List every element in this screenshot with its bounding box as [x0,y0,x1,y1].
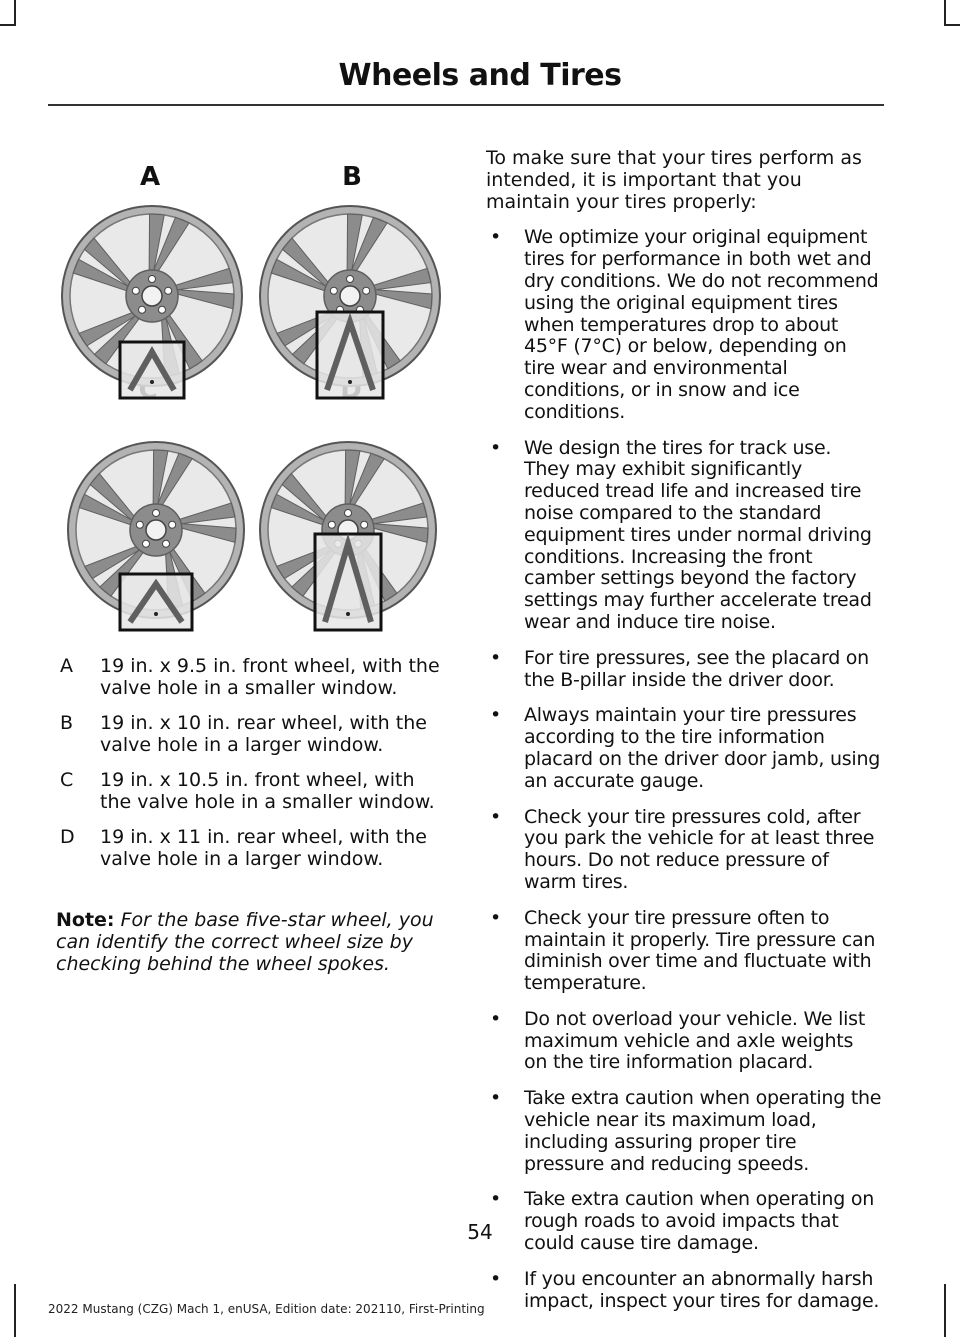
legend-row [56,770,448,813]
lug-hole [347,276,354,283]
list-item [486,1088,882,1175]
center-bore [142,286,162,306]
crop-mark [944,1284,946,1337]
lug-hole [136,521,143,528]
bullet-icon: • [490,1007,502,1030]
lug-hole [139,306,146,313]
footer-edition-text: 2022 Mustang (CZG) Mach 1, enUSA, Edition date: 202110, First-Printing [48,1302,485,1316]
wheel-label-b: B [342,162,362,192]
lug-hole [345,510,352,517]
lug-hole [165,287,172,294]
legend-row [56,713,448,756]
legend-key: B [60,712,74,734]
legend-text: 19 in. x 11 in. rear wheel, with the valve hole in a larger window. [100,826,427,870]
valve-hole [154,612,158,616]
note-text: For the base five-star wheel, you can identify the correct wheel size by checking behind the wheel spokes. [56,909,434,975]
wheel-label-a: A [139,162,161,192]
legend-row [56,656,448,699]
wheel-c [68,442,244,630]
tire-maintenance-section [486,148,882,1326]
bullet-icon: • [490,226,502,249]
lug-hole [132,287,139,294]
lug-hole [361,521,368,528]
center-bore [340,286,360,306]
list-item-text: Take extra caution when operating the vehicle near its maximum load, including assuring proper tire pressure and reducing speeds. [524,1087,882,1175]
bullet-icon: • [490,906,502,929]
legend-key: C [60,769,74,791]
list-item-text: We optimize your original equipment tires for performance in both wet and dry conditions. We do not recommend using the original equipment tires when temperatures drop to about 45°F (7°C) or below, depending on tire wear and environmental conditions, or in snow and ice conditions. [524,226,879,423]
list-item-text: Check your tire pressures cold, after you park the vehicle for at least three hours. Do not reduce pressure of warm tires. [524,805,875,893]
list-item [486,648,882,692]
bullet-icon: • [490,1188,502,1211]
lug-hole [149,276,156,283]
list-item [486,438,882,634]
list-item-text: For tire pressures, see the placard on the B-pillar inside the driver door. [524,646,869,691]
wheel-b [260,206,440,398]
list-item-text: Take extra caution when operating on rough roads to avoid impacts that could cause tire damage. [524,1188,874,1255]
crop-mark [944,24,960,26]
valve-hole [346,612,350,616]
list-item [486,1269,882,1313]
lug-hole [169,521,176,528]
lug-hole [153,510,160,517]
intro-paragraph: To make sure that your tires perform as intended, it is important that you maintain your tires properly: [486,147,862,213]
lug-hole [330,287,337,294]
list-item-text: We design the tires for track use. They may exhibit significantly reduced tread life and increased tire noise compared to the standard equipment tires under normal driving conditions. Increasing the front camber settings beyond the factory settings may further accelerate tread wear and induce tire noise. [524,436,872,633]
list-item [486,807,882,894]
bullet-icon: • [490,646,502,669]
crop-mark [14,0,16,26]
crop-mark [14,1284,16,1337]
lug-hole [158,306,165,313]
legend-text: 19 in. x 10.5 in. front wheel, with the valve hole in a smaller window. [100,769,435,813]
list-item [486,908,882,995]
valve-hole [150,380,154,384]
list-item [486,227,882,423]
list-item-text: Always maintain your tire pressures according to the tire information placard on the driver door jamb, using an accurate gauge. [524,704,881,792]
list-item-text: Do not overload your vehicle. We list maximum vehicle and axle weights on the tire information placard. [524,1007,866,1074]
legend-key: A [60,655,73,677]
note [56,909,452,975]
legend-text: 19 in. x 10 in. rear wheel, with the valve hole in a larger window. [100,712,427,756]
lug-hole [143,540,150,547]
lug-hole [162,540,169,547]
wheel-d [260,442,436,630]
crop-mark [944,0,946,26]
wheel-illustration [52,160,456,645]
list-item [486,1009,882,1074]
bullet-icon: • [490,1087,502,1110]
note-label: Note: [56,909,115,931]
bullet-icon: • [490,805,502,828]
bullet-icon: • [490,1267,502,1290]
wheels-drawing [52,160,456,645]
lug-hole [363,287,370,294]
legend-row [56,827,448,870]
legend-text: 19 in. x 9.5 in. front wheel, with the valve hole in a smaller window. [100,655,440,699]
list-item-text: If you encounter an abnormally harsh impact, inspect your tires for damage. [524,1267,880,1312]
wheel-a [62,206,242,398]
bullet-icon: • [490,436,502,459]
bullet-icon: • [490,704,502,727]
center-bore [146,520,166,540]
wheel-legend [56,656,448,884]
legend-key: D [60,826,75,848]
list-item [486,705,882,792]
valve-hole [348,380,352,384]
crop-mark [0,24,16,26]
lug-hole [328,521,335,528]
header-divider [48,104,884,106]
page-title: Wheels and Tires [338,58,622,93]
page-number: 54 [467,1220,493,1244]
list-item-text: Check your tire pressure often to maintain it properly. Tire pressure can diminish over time and fluctuate with temperature. [524,906,876,995]
